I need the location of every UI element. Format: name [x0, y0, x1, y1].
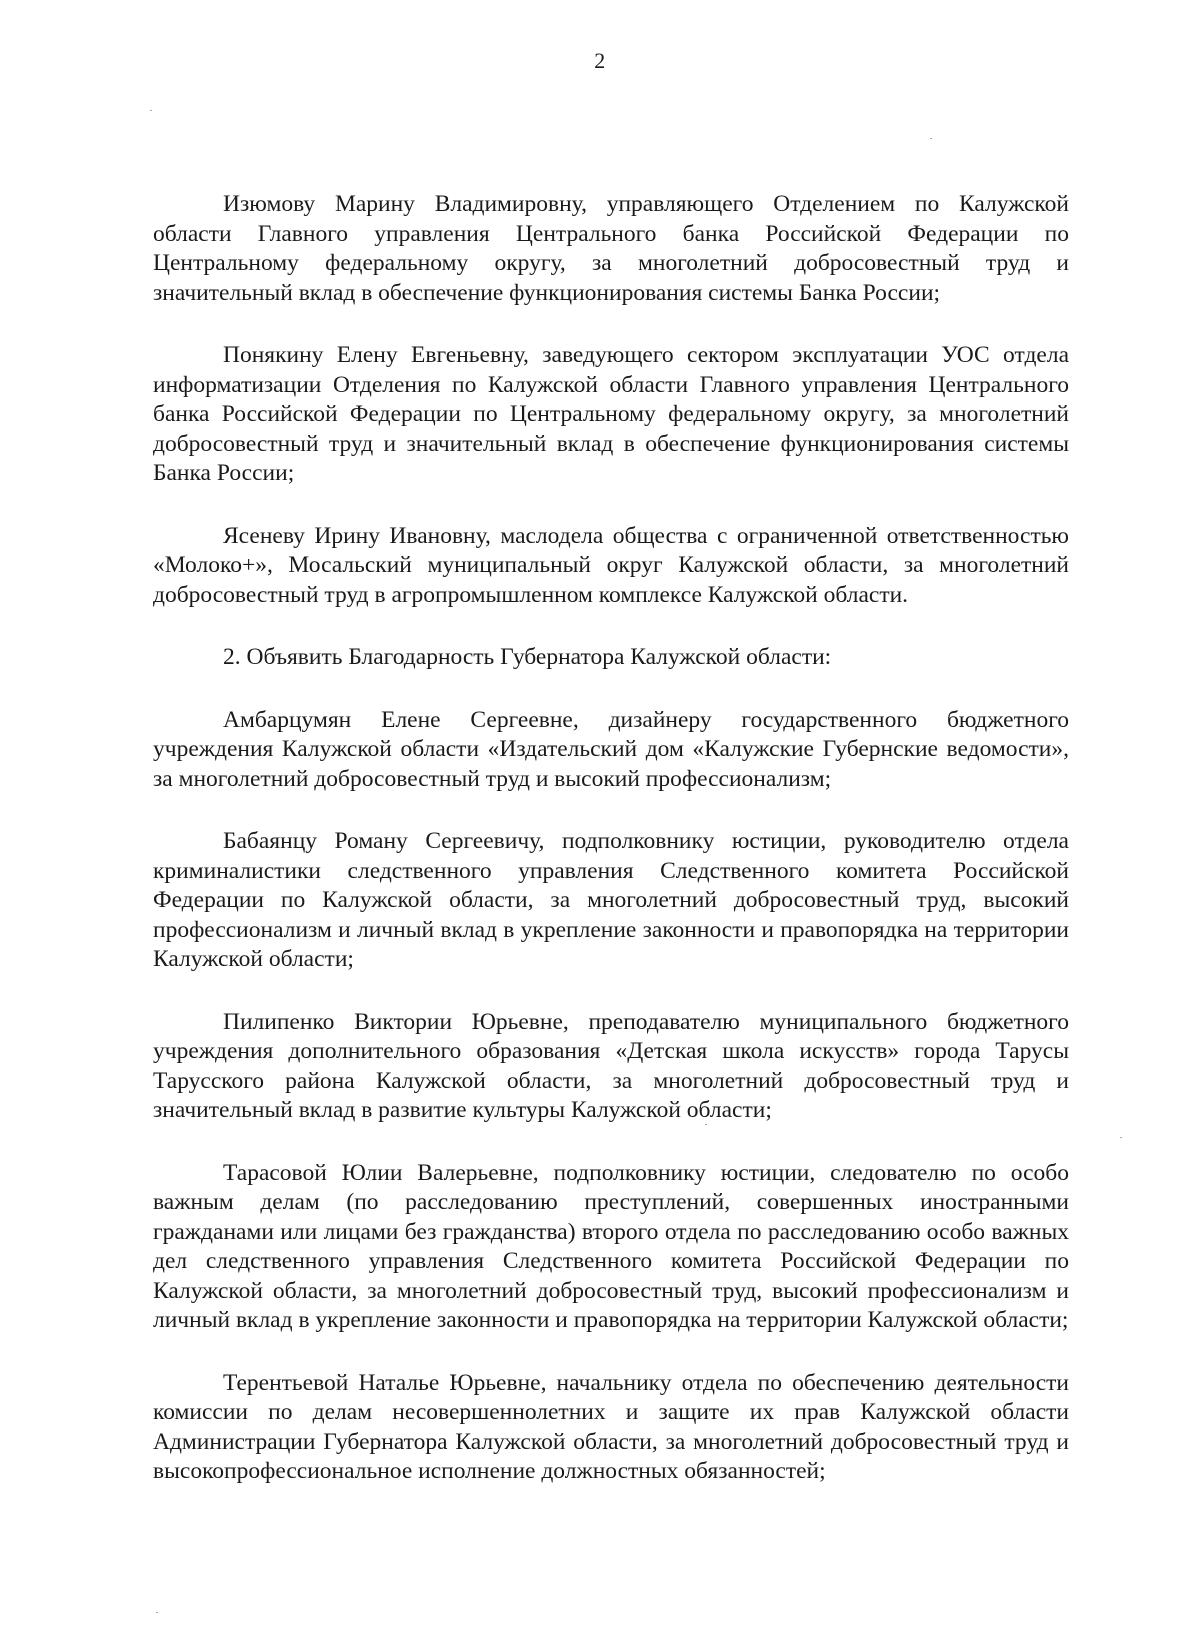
- paragraph-izyumova: Изюмову Марину Владимировну, управляющего Отделением по Калужской области Главного управления Центрального банка Российской Федерации по Центральному федеральному округу, за многолетний добросовестный труд и значительный вклад в обеспечение функционирования системы Банка России;: [153, 191, 1069, 306]
- scan-speck: [1120, 1137, 1122, 1138]
- paragraph-ambartsumyan: Амбарцумян Елене Сергеевне, дизайнеру государственного бюджетного учреждения Калужской области «Издательский дом «Калужские Губернские ведомости», за многолетний добросовестный труд и высокий профессионализм;: [153, 706, 1069, 792]
- paragraph-pilipenko: Пилипенко Виктории Юрьевне, преподавателю муниципального бюджетного учреждения дополнительного образования «Детская школа искусств» города Тарусы Тарусского района Калужской области, за многолетний добросовестный труд и значительный вклад в развитие культуры Калужской области;: [153, 1008, 1069, 1123]
- paragraph-terentyeva: Терентьевой Наталье Юрьевне, начальнику отдела по обеспечению деятельности комиссии по делам несовершеннолетних и защите их прав Калужской области Администрации Губернатора Калужской области, за многолетний добросовестный труд и высокопрофессиональное исполнение должностных обязанностей;: [153, 1369, 1069, 1484]
- section-heading-gratitude: 2. Объявить Благодарность Губернатора Калужской области:: [223, 644, 832, 670]
- document-body: [153, 190, 1069, 1487]
- paragraph-babayants: Бабаянцу Роману Сергеевичу, подполковнику юстиции, руководителю отдела криминалистики следственного управления Следственного комитета Российской Федерации по Калужской области, за многолетний добросовестный труд, высокий профессионализм и личный вклад в укрепление законности и правопорядка на территории Калужской области;: [153, 828, 1069, 972]
- scan-speck: [705, 1124, 707, 1125]
- paragraph-tarasova: Тарасовой Юлии Валерьевне, подполковнику юстиции, следователю по особо важным делам (по расследованию преступлений, совершенных иностранными гражданами или лицами без гражданства) второго отдела по расследованию особо важных дел следственного управления Следственного комитета Российской Федерации по Калужской области, за многолетний добросовестный труд, высокий профессионализм и личный вклад в укрепление законности и правопорядка на территории Калужской области;: [153, 1159, 1069, 1333]
- paragraph-yaseneva: Ясеневу Ирину Ивановну, маслодела общества с ограниченной ответственностью «Молоко+», Мосальский муниципальный округ Калужской области, за многолетний добросовестный труд в агропромышленном комплексе Калужской области.: [153, 522, 1069, 608]
- scan-speck: [156, 1612, 158, 1613]
- scan-speck: [930, 138, 932, 139]
- page-number: 2: [594, 48, 606, 73]
- scan-speck: [150, 110, 152, 111]
- paragraph-ponyakina: Понякину Елену Евгеньевну, заведующего сектором эксплуатации УОС отдела информатизации Отделения по Калужской области Главного управления Центрального банка Российской Федерации по Центральному федеральному округу, за многолетний добросовестный труд и значительный вклад в обеспечение функционирования системы Банка России;: [153, 342, 1069, 486]
